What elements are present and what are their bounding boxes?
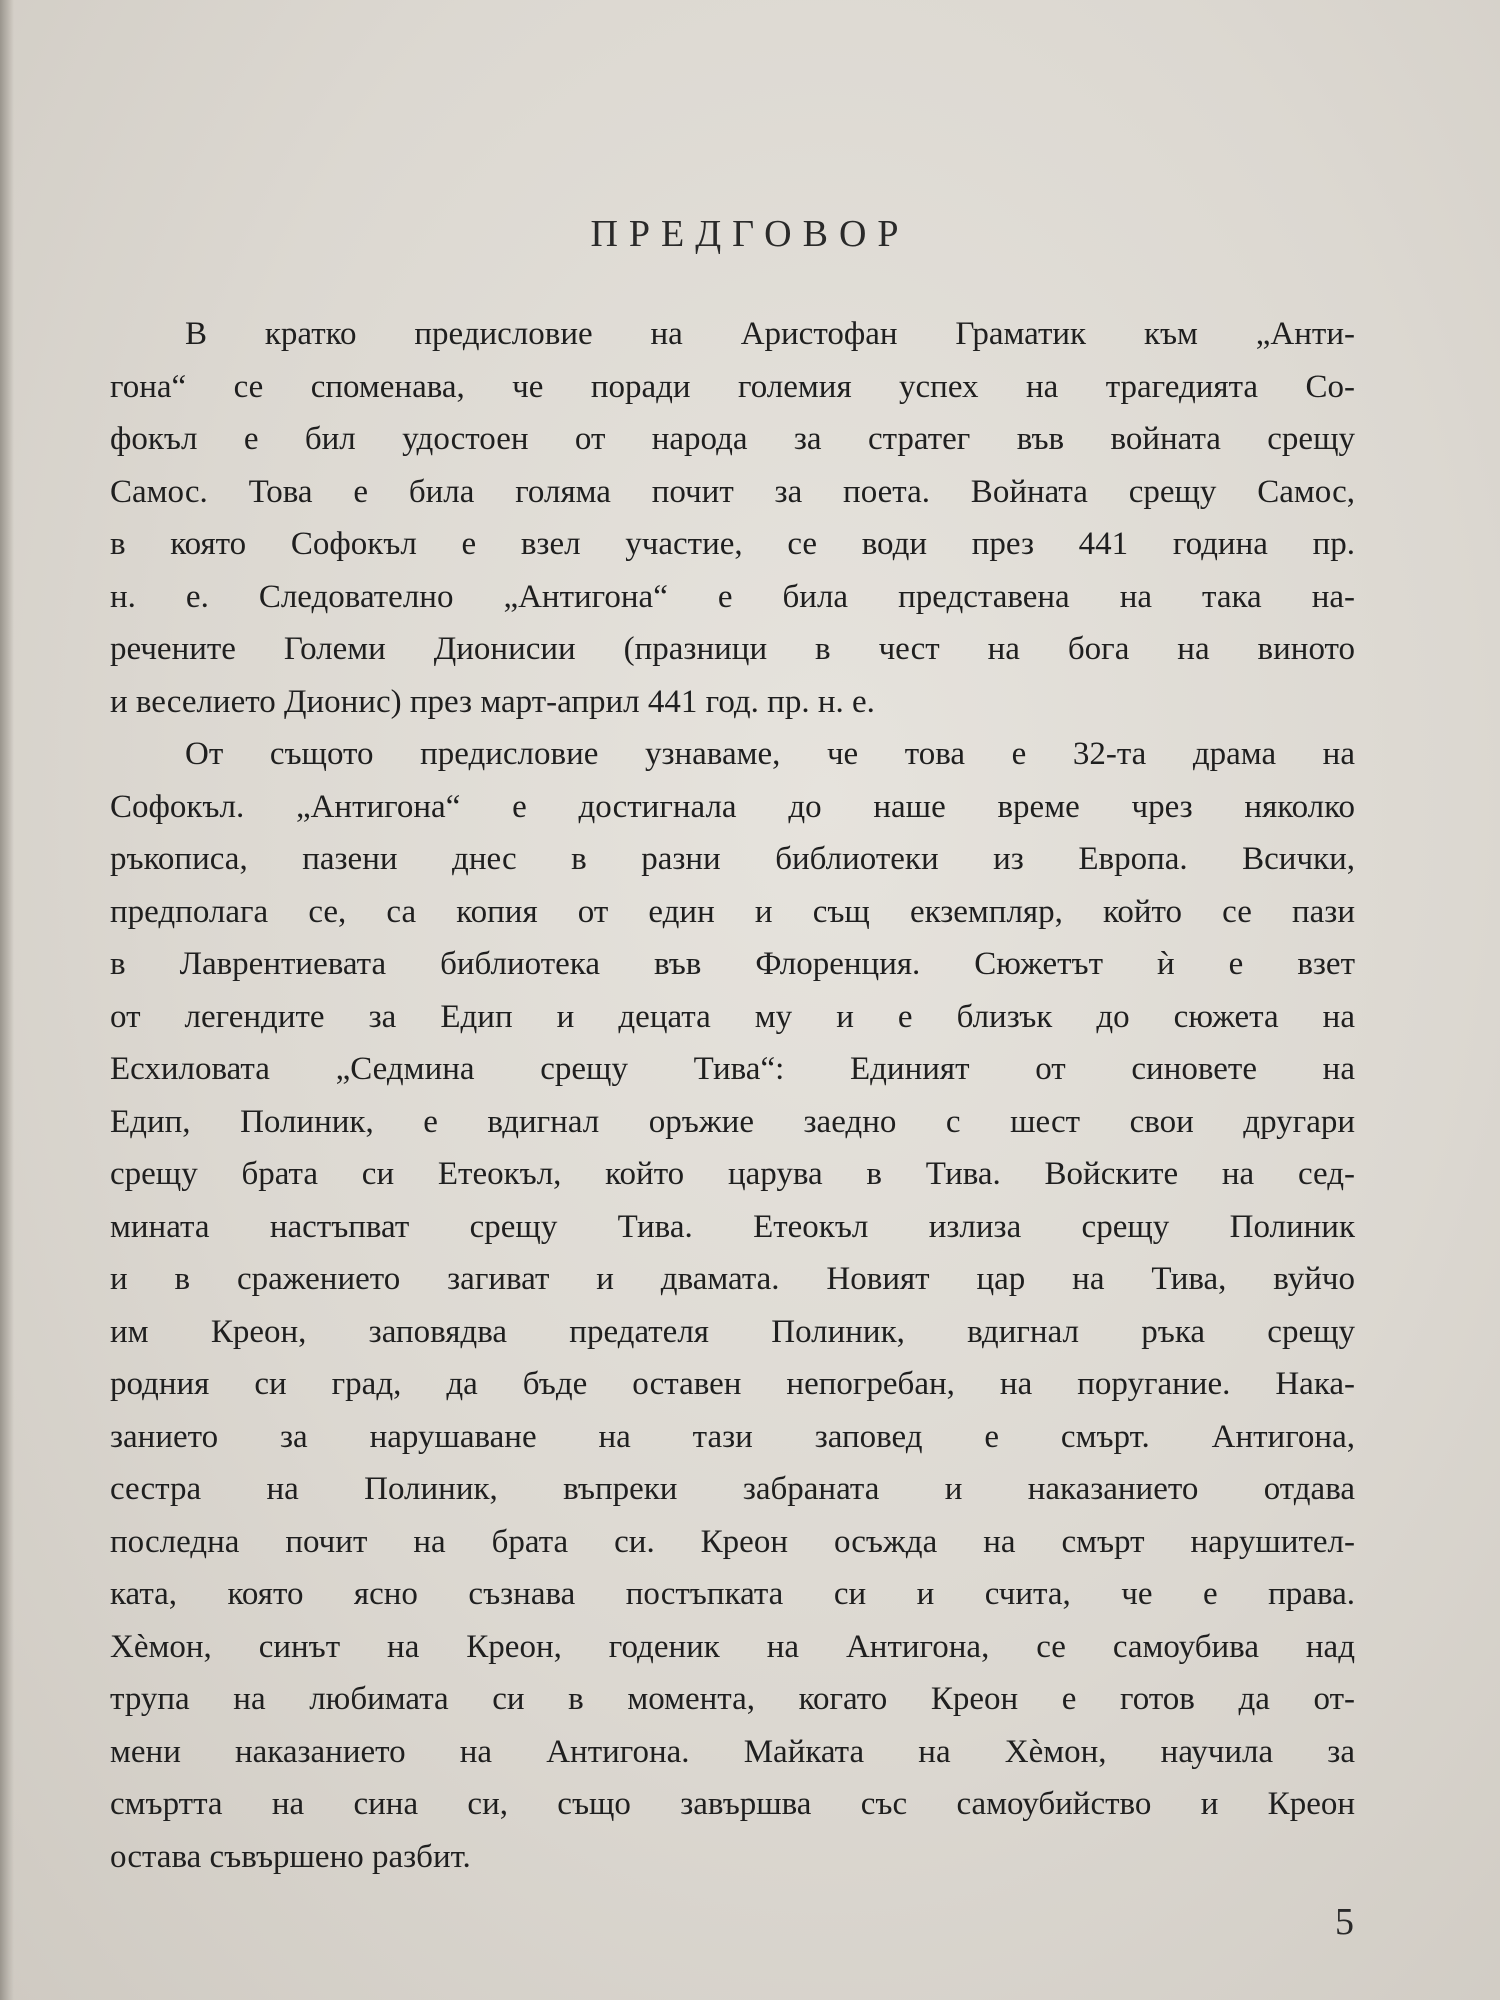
text-line: н. е. Следователно „Антигона“ е била представена на така на- — [110, 578, 1355, 615]
page-binding-edge — [0, 0, 14, 2000]
text-line: ръкописа, пазени днес в разни библиотеки из Европа. Всички, — [110, 841, 1355, 877]
text-line: срещу брата си Етеокъл, който царува в Тива. Войските на сед- — [110, 1156, 1355, 1192]
text-line: Софокъл. „Антигона“ е достигнала до наше време чрез няколко — [110, 788, 1355, 825]
text-line: остава съвършено разбит. — [110, 1838, 471, 1875]
text-line: Едип, Полиник, е вдигнал оръжие заедно с шест свои другари — [110, 1103, 1355, 1140]
page-number: 5 — [1335, 1901, 1354, 1943]
text-line: родния си град, да бъде оставен непогребан, на поругание. Нака- — [110, 1366, 1355, 1402]
text-line: и в сражението загиват и двамата. Новият цар на Тива, вуйчо — [110, 1261, 1355, 1297]
page-title: ПРЕДГОВОР — [590, 213, 910, 255]
text-line: в която Софокъл е взел участие, се води през 441 година пр. — [110, 526, 1355, 562]
text-line: занието за нарушаване на тази заповед е смърт. Антигона, — [110, 1418, 1355, 1455]
text-line: мени наказанието на Антигона. Майката на Хѐмон, научила за — [110, 1733, 1355, 1770]
preface-body — [110, 308, 1355, 1883]
text-line: последна почит на брата си. Креон осъжда на смърт нарушител- — [110, 1523, 1355, 1560]
text-line: предполага се, са копия от един и същ екземпляр, който се пази — [110, 893, 1355, 930]
text-line: Хѐмон, синът на Креон, годеник на Антигона, се самоубива над — [110, 1628, 1355, 1665]
text-line: в Лаврентиевата библиотека във Флоренция. Сюжетът ѝ е взет — [110, 946, 1355, 982]
text-line: речените Големи Дионисии (празници в чест на бога на виното — [110, 631, 1355, 667]
text-line: В кратко предисловие на Аристофан Граматик към „Анти- — [185, 316, 1355, 352]
text-line: от легендите за Едип и децата му и е близък до сюжета на — [110, 998, 1355, 1035]
text-line: смъртта на сина си, също завършва със самоубийство и Креон — [110, 1786, 1355, 1822]
text-line: мината настъпват срещу Тива. Етеокъл излиза срещу Полиник — [110, 1208, 1355, 1245]
text-line: и веселието Дионис) през март-април 441 год. пр. н. е. — [110, 683, 875, 720]
text-line: От същото предисловие узнаваме, че това е 32-та драма на — [185, 736, 1355, 772]
text-line: фокъл е бил удостоен от народа за стратег във войната срещу — [110, 421, 1355, 457]
text-line: Самос. Това е била голяма почит за поета. Войната срещу Самос, — [110, 473, 1355, 510]
text-line: трупа на любимата си в момента, когато Креон е готов да от- — [110, 1681, 1355, 1717]
text-line: сестра на Полиник, въпреки забраната и наказанието отдава — [110, 1471, 1355, 1507]
text-line: гона“ се споменава, че поради големия успех на трагедията Со- — [110, 368, 1355, 405]
text-line: Есхиловата „Седмина срещу Тива“: Единият от синовете на — [110, 1051, 1355, 1087]
text-line: им Креон, заповядва предателя Полиник, вдигнал ръка срещу — [110, 1313, 1355, 1350]
text-line: ката, която ясно съзнава постъпката си и счита, че е права. — [110, 1576, 1355, 1612]
